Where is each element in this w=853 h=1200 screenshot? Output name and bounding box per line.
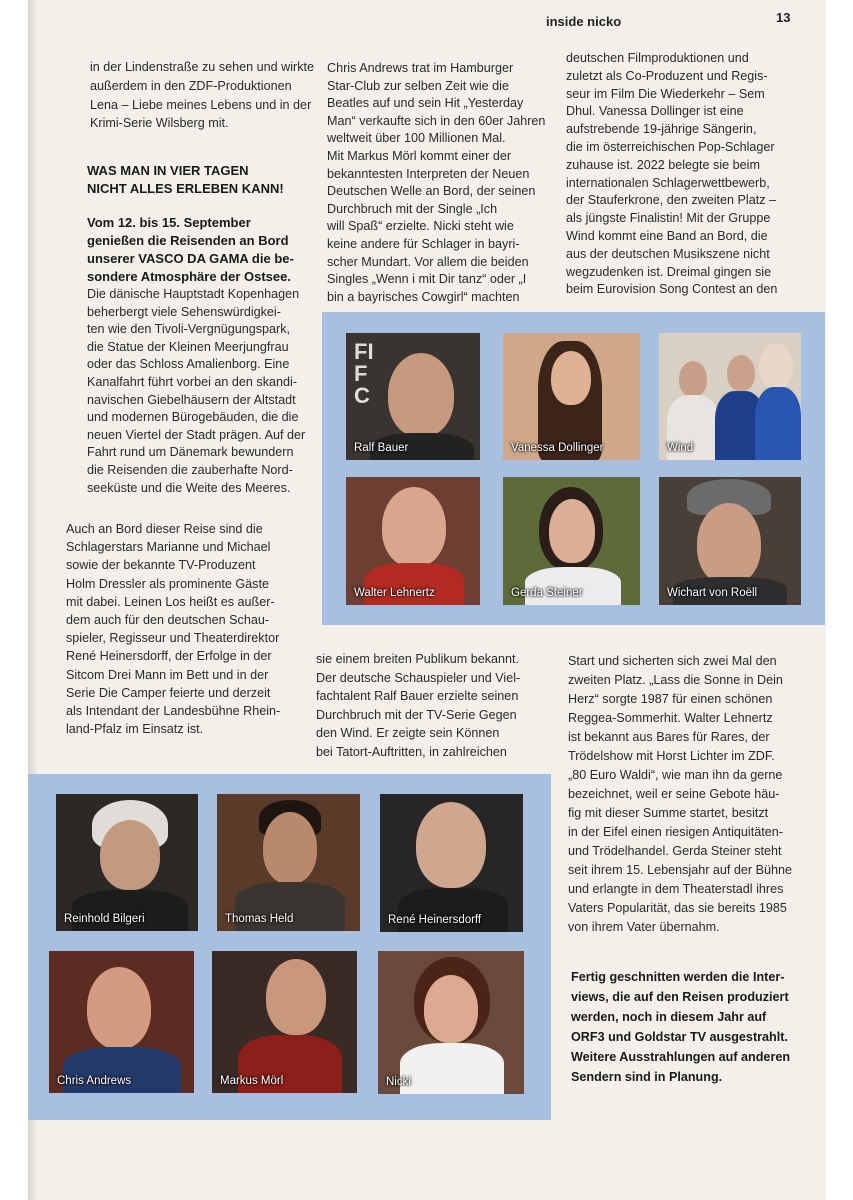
text-line: außerdem in den ZDF-Produktionen: [90, 78, 292, 93]
lead-paragraph: [87, 214, 317, 286]
text-line: die Statue der Kleinen Meerjungfrau: [87, 339, 289, 354]
text-line: Man“ verkaufte sich in den 60er Jahren: [327, 113, 546, 128]
text-line: seur im Film Die Wiederkehr – Sem: [566, 86, 765, 101]
photo-caption: Wind: [667, 442, 694, 454]
text-line: als Intendant der Landesbühne Rhein-: [66, 704, 281, 719]
text-line: bei Tatort-Auftritten, in zahlreichen: [316, 744, 507, 759]
photo-ralf-bauer: [346, 333, 480, 460]
text-line: als jüngste Finalistin! Mit der Gruppe: [566, 211, 771, 226]
lead-line: Vom 12. bis 15. September: [87, 215, 251, 230]
photo-wichart-von-roell: [659, 477, 801, 605]
photo-caption: Nicki: [386, 1076, 411, 1088]
text-line: Durchbruch mit der TV-Serie Gegen: [316, 707, 517, 722]
text-line: Chris Andrews trat im Hamburger: [327, 61, 514, 75]
text-line: mit dabei. Leinen Los heißt es außer-: [66, 594, 275, 609]
text-line: deutschen Filmproduktionen und: [566, 51, 749, 65]
text-line: aufstrebende 19-jährige Sängerin,: [566, 122, 757, 137]
column-2-mid: [316, 650, 548, 762]
text-line: oder das Schloss Amalienborg. Eine: [87, 357, 290, 372]
text-line: Serie Die Camper feierte und derzeit: [66, 685, 271, 700]
photo-caption: Vanessa Dollinger: [511, 442, 604, 454]
photo-vanessa-dollinger: [503, 333, 640, 460]
photo-nicki: [378, 951, 524, 1094]
photo-thomas-held: [217, 794, 360, 931]
text-line: Dhul. Vanessa Dollinger ist eine: [566, 104, 744, 119]
body-paragraph-2: [66, 520, 306, 738]
text-line: die Reisenden die zauberhafte Nord-: [87, 462, 293, 477]
text-line: Kanalfahrt führt vorbei an den skandi-: [87, 374, 298, 389]
column-3-top: [566, 50, 796, 299]
text-line: fachtalent Ralf Bauer erzielte seinen: [316, 689, 519, 704]
text-line: ist bekannt aus Bares für Rares, der: [568, 730, 770, 744]
photo-caption: Thomas Held: [225, 913, 294, 925]
text-line: bin a bayrisches Cowgirl“ machten: [327, 289, 520, 304]
photo-markus-moerl: [212, 951, 357, 1093]
text-line: Der deutsche Schauspieler und Viel-: [316, 670, 521, 685]
body-paragraph-1: [87, 286, 317, 497]
text-line: sowie der bekannte TV-Produzent: [66, 558, 256, 573]
text-line: aus der deutschen Musikszene nicht: [566, 246, 770, 261]
text-line: Schlagerstars Marianne und Michael: [66, 540, 271, 555]
text-line: seit ihrem 15. Lebensjahr auf der Bühne: [568, 863, 793, 877]
closing-paragraph: [571, 967, 811, 1087]
text-line: navischen Giebelhäusern der Altstadt: [87, 392, 296, 407]
photo-reinhold-bilgeri: [56, 794, 198, 931]
text-line: bekanntesten Interpreten der Neuen: [327, 166, 530, 181]
photo-caption: Chris Andrews: [57, 1075, 132, 1087]
text-line: Holm Dressler als prominente Gäste: [66, 576, 269, 591]
photo-chris-andrews: [49, 951, 194, 1093]
text-line: und Trödelhandel. Gerda Steiner steht: [568, 844, 782, 858]
text-line: keine andere für Schlager in bayri-: [327, 236, 520, 251]
photo-caption: Ralf Bauer: [354, 442, 409, 454]
text-line: dem auch für den deutschen Schau-: [66, 613, 270, 628]
column-1-top: [90, 58, 315, 133]
text-line: zuhause ist. 2022 belegte sie beim: [566, 157, 760, 172]
text-line: bezeichnet, weil er seine Gebote häu-: [568, 787, 780, 801]
text-line: Weitere Ausstrahlungen auf anderen: [571, 1050, 791, 1064]
text-line: und erlangte in dem Theaterstadl ihres: [568, 882, 784, 896]
text-line: Reggea-Sommerhit. Walter Lehnertz: [568, 711, 773, 725]
text-line: Mit Markus Mörl kommt einer der: [327, 148, 512, 163]
text-line: die im österreichischen Pop-Schlager: [566, 139, 775, 154]
text-line: „80 Euro Waldi“, wie man ihn da gerne: [568, 768, 783, 782]
text-line: werden, noch in diesem Jahr auf: [571, 1010, 767, 1024]
text-line: land-Pfalz im Einsatz ist.: [66, 722, 204, 737]
text-line: weltweit über 100 Millionen Mal.: [327, 131, 506, 146]
text-line: von ihrem Vater übernahm.: [568, 920, 720, 934]
photo-panel-bottom: [28, 774, 551, 1120]
text-line: Fahrt rund um Dänemark bewundern: [87, 445, 294, 460]
text-line: fig mit dieser Summe startet, besitzt: [568, 806, 769, 820]
photo-caption: Markus Mörl: [220, 1075, 284, 1087]
photo-caption: Walter Lehnertz: [354, 587, 435, 599]
text-line: Lena – Liebe meines Lebens und in der: [90, 97, 312, 112]
text-line: Vaters Popularität, das sie bereits 1985: [568, 901, 787, 915]
text-line: in der Eifel einen riesigen Antiquitäten-: [568, 825, 783, 839]
text-line: Wind kommt eine Band an Bord, die: [566, 228, 768, 243]
text-line: den Wind. Er zeigte sein Können: [316, 726, 500, 741]
text-line: Auch an Bord dieser Reise sind die: [66, 522, 263, 536]
text-line: spieler, Regisseur und Theaterdirektor: [66, 631, 280, 646]
section-label: inside nicko: [546, 14, 622, 29]
text-line: Star-Club zur selben Zeit wie die: [327, 78, 509, 93]
text-line: in der Lindenstraße zu sehen und wirkte: [90, 60, 315, 74]
text-line: Krimi-Serie Wilsberg mit.: [90, 116, 229, 131]
lead-line: unserer VASCO DA GAMA die be-: [87, 251, 294, 266]
text-line: Herz“ sorgte 1987 für einen schönen: [568, 692, 773, 706]
text-line: sie einem breiten Publikum bekannt.: [316, 652, 520, 666]
text-line: Fertig geschnitten werden die Inter-: [571, 970, 785, 984]
photo-panel-top: [322, 312, 825, 625]
photo-rene-heinersdorff: [380, 794, 523, 932]
text-line: Trödelshow mit Horst Lichter im ZDF.: [568, 749, 775, 763]
photo-caption: Wichart von Roëll: [667, 587, 758, 599]
text-line: ORF3 und Goldstar TV ausgestrahlt.: [571, 1030, 788, 1044]
photo-caption: René Heinersdorff: [388, 914, 482, 926]
photo-walter-lehnertz: [346, 477, 480, 605]
text-line: scher Mundart. Vor allem die beiden: [327, 254, 529, 269]
heading-line: WAS MAN IN VIER TAGEN: [87, 163, 249, 178]
text-line: beherbergt viele Sehenswürdigkei-: [87, 304, 281, 319]
column-2-top: [327, 60, 552, 306]
text-line: wegzudenken ist. Dreimal gingen sie: [566, 264, 772, 279]
text-line: Die dänische Hauptstadt Kopenhagen: [87, 287, 300, 301]
photo-backdrop-text: FI F C: [354, 339, 374, 408]
text-line: views, die auf den Reisen produziert: [571, 990, 789, 1004]
text-line: René Heinersdorff, der Erfolge in der: [66, 649, 272, 664]
text-line: Durchbruch mit der Single „Ich: [327, 201, 498, 216]
photo-caption: Reinhold Bilgeri: [64, 913, 145, 925]
text-line: Sitcom Drei Mann im Bett und in der: [66, 667, 269, 682]
heading-line: NICHT ALLES ERLEBEN KANN!: [87, 181, 284, 196]
text-line: neuen Viertel der Stadt prägen. Auf der: [87, 427, 306, 442]
text-line: Deutschen Welle an Bord, der seinen: [327, 184, 536, 199]
lead-line: genießen die Reisenden an Bord: [87, 233, 289, 248]
photo-gerda-steiner: [503, 477, 640, 605]
section-heading: [87, 162, 317, 198]
page-number: 13: [776, 10, 791, 25]
text-line: Start und sicherten sich zwei Mal den: [568, 654, 777, 668]
text-line: ten wie den Tivoli-Vergnügungspark,: [87, 322, 291, 337]
text-line: der Stauferkrone, den zweiten Platz –: [566, 193, 777, 208]
photo-caption: Gerda Steiner: [511, 587, 583, 599]
text-line: Beatles auf und sein Hit „Yesterday: [327, 96, 524, 111]
text-line: und modernen Bürogebäuden, die die: [87, 410, 299, 425]
column-3-mid: [568, 652, 808, 937]
lead-line: sondere Atmosphäre der Ostsee.: [87, 269, 291, 284]
text-line: zuletzt als Co-Produzent und Regis-: [566, 68, 768, 83]
text-line: will Spaß“ erzielte. Nicki steht wie: [327, 219, 514, 234]
text-line: zweiten Platz. „Lass die Sonne in Dein: [568, 673, 783, 687]
text-line: seeküste und die Weite des Meeres.: [87, 480, 291, 495]
text-line: Singles „Wenn i mit Dir tanz“ oder „I: [327, 272, 527, 287]
text-line: beim Eurovision Song Contest an den: [566, 282, 778, 297]
photo-wind: [659, 333, 801, 460]
text-line: internationalen Schlagerwettbewerb,: [566, 175, 770, 190]
text-line: Sendern sind in Planung.: [571, 1070, 723, 1084]
